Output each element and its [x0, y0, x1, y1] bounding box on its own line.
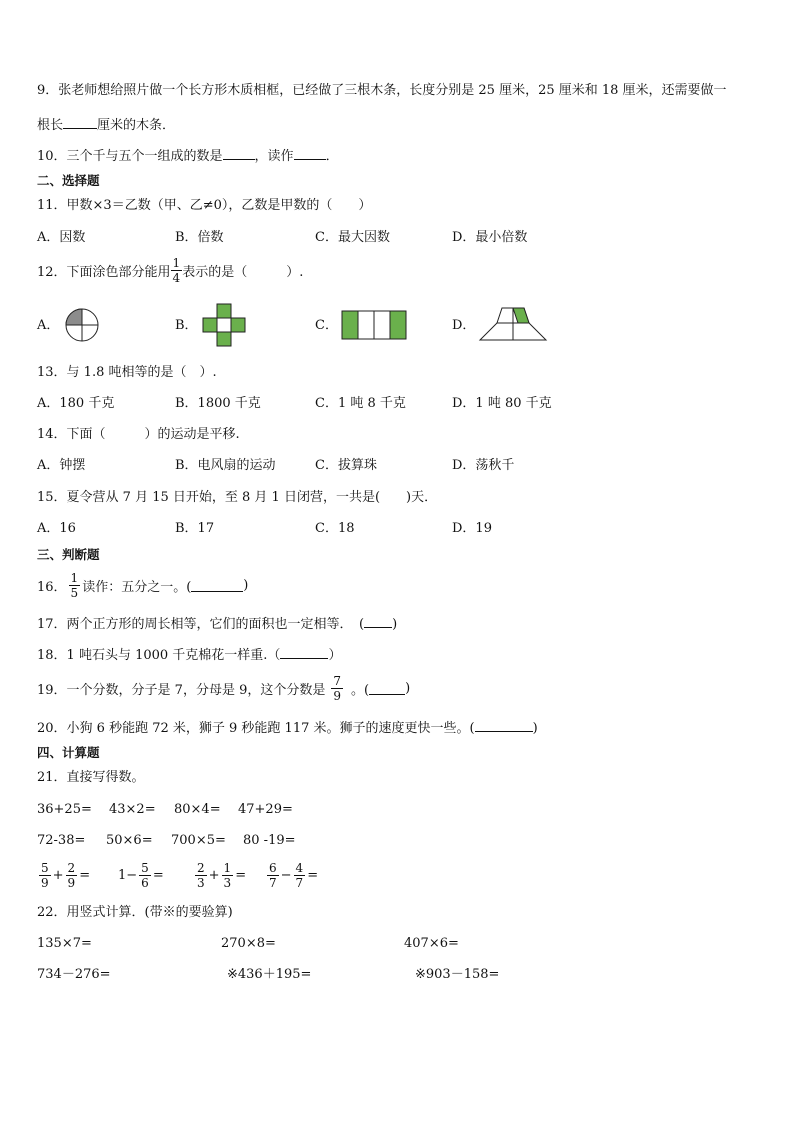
equals: = — [79, 867, 91, 883]
q19-frac-den: 9 — [333, 688, 341, 703]
section-judge-title: 三、判断题 — [37, 547, 100, 562]
q12-option-d-trapezoid-figure[interactable] — [478, 306, 548, 342]
q15-option-b[interactable]: B．17 — [175, 521, 215, 536]
q12-stem-b: 表示的是（ ）. — [182, 265, 304, 280]
q10-text-c: ． — [325, 149, 339, 164]
q20-text: 20．小狗 6 秒能跑 72 米，狮子 9 秒能跑 117 米。狮子的速度更快一些。( — [37, 721, 475, 736]
q18-close: ） — [328, 648, 342, 663]
q14-option-c[interactable]: C．拔算珠 — [315, 458, 377, 473]
equals: = — [307, 867, 319, 883]
q12-frac-den: 4 — [172, 271, 181, 285]
q19-answer-blank[interactable] — [369, 682, 405, 695]
q14-option-d[interactable]: D．荡秋千 — [452, 458, 515, 473]
q9-answer-blank[interactable] — [63, 115, 97, 129]
q9-text-b: 厘米的木条． — [97, 118, 176, 133]
q21-item: 43×2= — [109, 802, 156, 817]
q16-close: ) — [243, 577, 249, 593]
q22-item: ※436＋195= — [227, 967, 312, 982]
q21-item: 36+25= — [37, 802, 92, 817]
operator: − — [280, 867, 292, 883]
q12-stem — [37, 256, 303, 285]
lead-term: 1− — [118, 867, 138, 883]
frac-num: 5 — [41, 860, 49, 875]
q22-item: 270×8= — [221, 936, 276, 951]
q15-option-a[interactable]: A．16 — [37, 521, 76, 536]
q19-line — [37, 670, 410, 706]
equals: = — [235, 867, 247, 883]
operator: + — [208, 867, 220, 883]
q19-close: ) — [405, 680, 411, 696]
fraction — [294, 861, 306, 890]
q11-stem: 11．甲数×3＝乙数（甲、乙≠0），乙数是甲数的（ ） — [37, 198, 372, 213]
q16-text: 读作：五分之一。( — [82, 579, 192, 595]
frac-den: 9 — [41, 875, 49, 890]
q12-option-a-circle-figure[interactable] — [64, 307, 100, 343]
q10-line — [37, 146, 339, 166]
q10-blank-number[interactable] — [223, 146, 255, 160]
q22-item: 135×7= — [37, 936, 92, 951]
section-choice-title: 二、选择题 — [37, 173, 100, 188]
q13-option-b[interactable]: B．1800 千克 — [175, 396, 261, 411]
q18-text: 18．1 吨石头与 1000 千克棉花一样重.（ — [37, 648, 281, 663]
q10-text-a: 10．三个千与五个一组成的数是 — [37, 149, 223, 164]
q16-number: 16． — [37, 579, 67, 595]
frac-den: 6 — [141, 875, 149, 890]
q21-item: 80×4= — [174, 802, 221, 817]
q19-text-a: 19．一个分数，分子是 7，分母是 9，这个分数是 — [37, 682, 326, 698]
q12-option-b-label[interactable]: B． — [175, 318, 198, 333]
q13-option-d[interactable]: D．1 吨 80 千克 — [452, 396, 552, 411]
q20-answer-blank[interactable] — [475, 718, 533, 732]
q11-option-a[interactable]: A．因数 — [37, 230, 86, 245]
q13-stem: 13．与 1.8 吨相等的是（ ）. — [37, 365, 217, 380]
equals: = — [152, 867, 164, 883]
q21-item: 700×5= — [171, 833, 226, 848]
q17-text: 17．两个正方形的周长相等，它们的面积也一定相等． ( — [37, 617, 365, 632]
q19-frac-num: 7 — [333, 673, 341, 688]
q17-close: ) — [392, 617, 398, 632]
q21-item: 80 -19= — [243, 833, 296, 848]
q18-answer-blank[interactable] — [280, 645, 328, 659]
frac-num: 2 — [67, 860, 76, 875]
q21-item: 47+29= — [238, 802, 293, 817]
q16-frac-den: 5 — [70, 585, 79, 600]
frac-den: 7 — [295, 875, 304, 890]
q22-stem: 22．用竖式计算．(带※的要验算) — [37, 905, 233, 920]
frac-den: 3 — [197, 875, 205, 890]
fraction — [222, 861, 234, 890]
q14-option-b[interactable]: B．电风扇的运动 — [175, 458, 276, 473]
frac-den: 7 — [269, 875, 277, 890]
q11-option-b[interactable]: B．倍数 — [175, 230, 224, 245]
fraction — [195, 861, 207, 890]
frac-num: 5 — [141, 860, 149, 875]
q12-fraction — [171, 256, 183, 285]
q13-option-a[interactable]: A．180 千克 — [37, 396, 115, 411]
q21-item: 72-38= — [37, 833, 86, 848]
q12-option-b-cross-figure[interactable] — [203, 304, 245, 346]
q21-fraction-item — [265, 857, 318, 893]
q9-line1: 9．张老师想给照片做一个长方形木质相框，已经做了三根木条，长度分别是 25 厘米，25 厘米和 18 厘米，还需要做一 — [37, 83, 727, 98]
q15-stem: 15．夏令营从 7 月 15 日开始，至 8 月 1 日闭营，一共是( )天． — [37, 490, 438, 505]
q16-line — [37, 567, 248, 603]
fraction — [139, 861, 151, 890]
q21-fraction-item — [118, 857, 164, 893]
q13-option-c[interactable]: C．1 吨 8 千克 — [315, 396, 406, 411]
q12-option-a-label[interactable]: A． — [37, 318, 60, 333]
q9-line2 — [37, 115, 175, 135]
frac-den: 3 — [223, 875, 232, 890]
q21-fraction-item — [193, 857, 246, 893]
q10-text-b: ，读作 — [254, 149, 294, 164]
q10-blank-reading[interactable] — [294, 146, 326, 160]
q12-stem-a: 12．下面涂色部分能用 — [37, 265, 171, 280]
q19-text-b: 。( — [351, 682, 370, 698]
q9-text-a: 根长 — [37, 118, 64, 133]
q22-item: 407×6= — [404, 936, 459, 951]
q21-item: 50×6= — [106, 833, 153, 848]
section-calc-title: 四、计算题 — [37, 745, 100, 760]
q16-frac-num: 1 — [70, 570, 79, 585]
q22-item: 734－276= — [37, 967, 111, 982]
frac-num: 1 — [223, 860, 232, 875]
q12-option-c-bar-figure[interactable] — [342, 311, 406, 339]
q14-option-a[interactable]: A．钟摆 — [37, 458, 86, 473]
q12-option-d-label[interactable]: D． — [452, 318, 476, 333]
q15-option-d[interactable]: D．19 — [452, 521, 492, 536]
q20-close: ) — [532, 721, 538, 736]
q11-option-c[interactable]: C．最大因数 — [315, 230, 390, 245]
q21-fraction-item — [37, 857, 90, 893]
q15-option-c[interactable]: C．18 — [315, 521, 355, 536]
q16-answer-blank[interactable] — [191, 579, 243, 592]
fraction — [267, 861, 279, 890]
q16-fraction — [69, 571, 81, 600]
frac-num: 4 — [295, 860, 304, 875]
q12-option-c-label[interactable]: C． — [315, 318, 338, 333]
frac-num: 6 — [269, 860, 277, 875]
q14-stem: 14．下面（ ）的运动是平移. — [37, 427, 240, 442]
q21-stem: 21．直接写得数。 — [37, 770, 145, 785]
fraction — [39, 861, 51, 890]
q11-option-d[interactable]: D．最小倍数 — [452, 230, 528, 245]
fraction — [66, 861, 78, 890]
q22-item: ※903－158= — [415, 967, 500, 982]
q17-line — [37, 614, 397, 634]
q19-fraction — [331, 674, 343, 703]
operator: + — [52, 867, 64, 883]
frac-num: 2 — [197, 860, 205, 875]
q18-line — [37, 645, 341, 665]
q17-answer-blank[interactable] — [364, 614, 392, 628]
q20-line — [37, 718, 538, 738]
q12-frac-num: 1 — [172, 256, 181, 270]
frac-den: 9 — [67, 875, 76, 890]
